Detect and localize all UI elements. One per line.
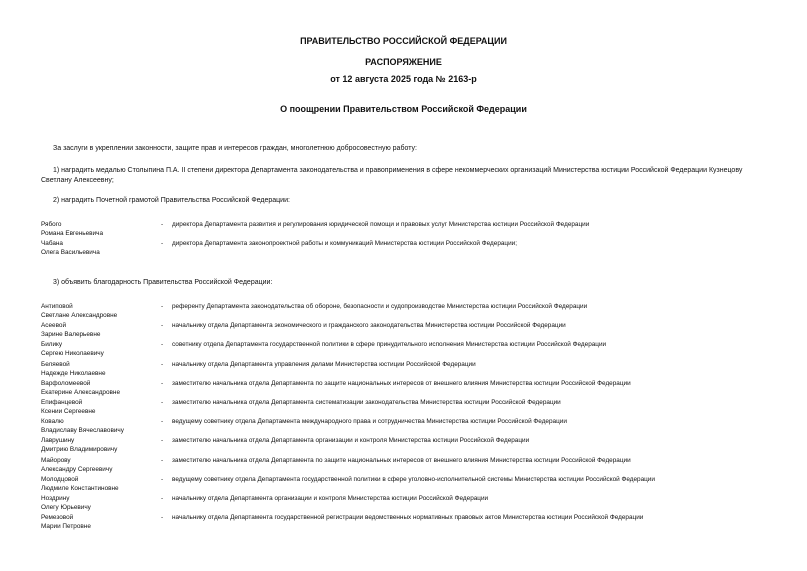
person-position: начальнику отдела Департамента управления делами Министерства юстиции Российской Федерации [172,360,476,368]
person-given-names: Олегу Юрьевичу [41,504,91,511]
person-given-names: Надежде Николаевне [41,369,106,377]
person-name [41,436,156,454]
person-given-names: Дмитрию Владимировичу [41,446,118,454]
person-given-names: Зарине Валерьевне [41,331,101,339]
dash-separator: - [161,240,164,247]
person-name [41,340,156,358]
person-position: заместителю начальника отдела Департамента организации и контроля Министерства юстиции Российской Федерации [172,437,530,445]
item3-paragraph: 3) объявить благодарность Правительства Российской Федерации: [53,279,273,286]
person-given-names: Александру Сергеевичу [41,465,113,473]
person-given-names: Романа Евгеньевича [41,230,104,237]
dash-separator: - [161,303,164,310]
person-given-names: Олега Васильевича [41,249,100,256]
person-name [41,475,156,493]
person-surname: Ковалю [41,418,64,426]
person-given-names: Владиславу Вячеславовичу [41,427,124,435]
person-name [41,302,156,320]
dash-separator: - [161,322,164,330]
dash-separator: - [161,437,164,445]
person-name [41,220,156,238]
person-given-names: Людмиле Константиновне [41,484,119,492]
dash-separator: - [161,221,164,228]
person-surname: Билику [41,341,63,349]
person-position: советнику отдела Департамента государственной политики в сфере принудительного исполнения Министерства юстиции Российской Федерации [172,341,607,349]
person-given-names: Ксении Сергеевне [41,408,96,415]
person-given-names: Светлане Александровне [41,312,118,319]
dash-separator: - [161,379,164,387]
document-type: РАСПОРЯЖЕНИЕ [365,57,442,67]
government-title: ПРАВИТЕЛЬСТВО РОССИЙСКОЙ ФЕДЕРАЦИИ [300,36,507,46]
person-surname: Ремезовой [41,514,74,522]
person-position: начальнику отдела Департамента организации и контроля Министерства юстиции Российской Федерации [172,495,489,502]
person-surname: Рябого [41,221,62,228]
person-surname: Майорову [41,456,71,464]
item1-line1: 1) наградить медалью Столыпина П.А. II степени директора Департамента законодательства и правоприменения в сфере некоммерческих организаций Министерства юстиции Российской Федерации Кузнецову [53,167,743,174]
person-surname: Чабана [41,240,63,247]
dash-separator: - [161,475,164,483]
person-position: заместителю начальника отдела Департамента систематизации законодательства Министерства юстиции Российской Федерации [172,399,561,406]
person-name [41,513,156,531]
person-name [41,417,156,435]
person-given-names: Сергею Николаевичу [41,350,104,358]
person-surname: Епифанцевой [41,399,83,406]
dash-separator: - [161,399,164,406]
document-date-number: от 12 августа 2025 года № 2163-р [330,74,477,84]
person-name [41,379,156,397]
person-surname: Антиповой [41,303,73,310]
item1-line2: Светлану Алексеевну; [41,177,114,184]
dash-separator: - [161,360,164,368]
person-surname: Ноздрину [41,495,70,502]
person-name [41,456,156,474]
dash-separator: - [161,418,164,426]
dash-separator: - [161,495,164,502]
person-surname: Лаврушину [41,437,75,445]
person-name [41,321,156,339]
dash-separator: - [161,514,164,522]
person-position: заместителю начальника отдела Департамента по защите национальных интересов от внешнего влияния Министерства юстиции Российской Федерации [172,456,631,464]
person-position: заместителю начальника отдела Департамента по защите национальных интересов от внешнего влияния Министерства юстиции Российской Федерации [172,379,631,387]
person-surname: Молодцовой [41,475,79,483]
person-position: ведущему советнику отдела Департамента международного права и сотрудничества Министерства юстиции Российской Федерации [172,418,567,426]
person-position: ведущему советнику отдела Департамента государственной политики в сфере уголовно-исполнительной системы Министерства юстиции Российской Федерации [172,475,655,483]
person-name [41,360,156,378]
person-name [41,494,156,512]
person-position: директора Департамента развития и регулирования юридической помощи и правовых услуг Министерства юстиции Российской Федерации [172,221,590,228]
person-position: начальнику отдела Департамента экономического и гражданского законодательства Министерства юстиции Российской Федерации [172,322,566,330]
item2-paragraph: 2) наградить Почетной грамотой Правительства Российской Федерации: [53,197,290,204]
person-name [41,239,156,257]
person-surname: Варфоломеевой [41,379,91,387]
person-surname: Асеевой [41,322,67,330]
person-position: начальнику отдела Департамента государственной регистрации ведомственных нормативных правовых актов Министерства юстиции Российской Федерации [172,514,644,522]
intro-paragraph: За заслуги в укреплении законности, защите прав и интересов граждан, многолетнюю добросовестную работу: [53,145,417,152]
person-surname: Беляевой [41,360,70,368]
document-subject: О поощрении Правительством Российской Федерации [280,104,527,114]
person-position: референту Департамента законодательства об обороне, безопасности и судопроизводстве Министерства юстиции Российской Федерации [172,303,588,310]
dash-separator: - [161,341,164,349]
person-given-names: Марии Петровне [41,523,91,531]
dash-separator: - [161,456,164,464]
person-name [41,398,156,416]
person-given-names: Екатерине Александровне [41,388,121,396]
person-position: директора Департамента законопроектной работы и коммуникаций Министерства юстиции Российской Федерации; [172,240,518,247]
